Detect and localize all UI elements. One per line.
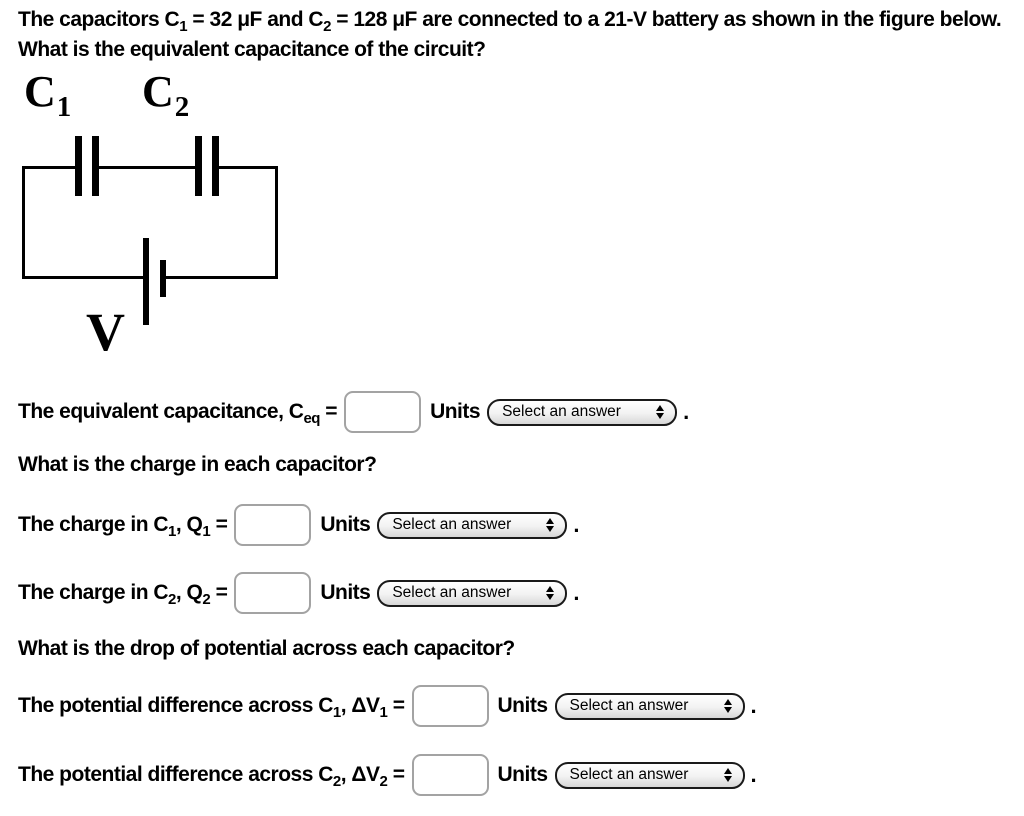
c1-plate-right [92, 136, 99, 196]
top-wire-right-segment [219, 166, 278, 169]
c1-plate-left [75, 136, 82, 196]
dv1-row-label: The potential difference across $C_1$, $\Delta V_1$ = [18, 694, 405, 721]
answer-row-dv1 [18, 684, 756, 728]
select-updown-arrows-icon [656, 405, 664, 419]
bottom-wire-right-segment [166, 276, 278, 279]
q2-answer-input[interactable] [234, 572, 311, 614]
dv2-units-select[interactable] [555, 762, 745, 789]
bottom-wire-left-segment [22, 276, 143, 279]
q1-row-label: The charge in $C_1$, $Q_1$ = [18, 513, 228, 540]
ceq-answer-input[interactable] [344, 391, 421, 433]
sentence-period: . [750, 693, 757, 718]
battery-v-label: V [86, 302, 125, 362]
answer-row-q1 [18, 503, 579, 547]
right-wire [275, 166, 278, 279]
select-updown-arrows-icon [724, 699, 732, 713]
q1-units-select[interactable] [377, 512, 567, 539]
dv2-row-label: The potential difference across $C_2$, $\Delta V_2$ = [18, 763, 405, 790]
c2-label [142, 67, 190, 123]
ceq-row-label: The equivalent capacitance, $C_{eq}$ = [18, 400, 338, 427]
units-label: Units [430, 400, 481, 423]
c2-plate-left [195, 136, 202, 196]
top-wire-middle-segment [99, 166, 195, 169]
c1-label-base: C [24, 67, 56, 116]
dv1-units-select-value: Select an answer [569, 697, 689, 714]
potential-question-heading: What is the drop of potential across each capacitor? [18, 637, 515, 660]
q2-units-select[interactable] [377, 580, 567, 607]
units-label: Units [497, 694, 548, 717]
sentence-period: . [750, 762, 757, 787]
problem-line-2: What is the equivalent capacitance of the circuit? [18, 38, 486, 61]
c2-label-subscript: 2 [174, 91, 190, 123]
c2-plate-right [212, 136, 219, 196]
units-label: Units [320, 581, 371, 604]
c2-label-base: C [142, 67, 174, 116]
dv2-units-select-value: Select an answer [569, 766, 689, 783]
units-label: Units [497, 763, 548, 786]
select-updown-arrows-icon [546, 586, 554, 600]
q1-answer-input[interactable] [234, 504, 311, 546]
dv1-answer-input[interactable] [412, 685, 489, 727]
dv2-answer-input[interactable] [412, 754, 489, 796]
problem-line-1: The capacitors $C_1 = 32$ μF and $C_2 = 128$ μF are connected to a 21-V battery as shown in the figure below. [18, 8, 1002, 35]
ceq-units-select[interactable] [487, 399, 677, 426]
left-wire [22, 166, 25, 279]
top-wire-left-segment [22, 166, 75, 169]
answer-row-q2 [18, 571, 579, 615]
c1-label-subscript: 1 [56, 91, 72, 123]
problem-statement [18, 6, 1020, 64]
q1-units-select-value: Select an answer [392, 516, 512, 533]
dv1-units-select[interactable] [555, 693, 745, 720]
battery-long-plate [143, 238, 149, 325]
c1-label [24, 67, 72, 123]
answer-row-ceq [18, 390, 689, 434]
answer-row-dv2 [18, 753, 756, 797]
sentence-period: . [573, 512, 579, 537]
q2-row-label: The charge in $C_2$, $Q_2$ = [18, 581, 228, 608]
ceq-units-select-value: Select an answer [502, 403, 621, 420]
sentence-period: . [573, 580, 579, 605]
select-updown-arrows-icon [724, 768, 732, 782]
units-label: Units [320, 513, 371, 536]
q2-units-select-value: Select an answer [392, 584, 512, 601]
select-updown-arrows-icon [546, 518, 554, 532]
charge-question-heading: What is the charge in each capacitor? [18, 453, 377, 476]
sentence-period: . [683, 399, 689, 424]
